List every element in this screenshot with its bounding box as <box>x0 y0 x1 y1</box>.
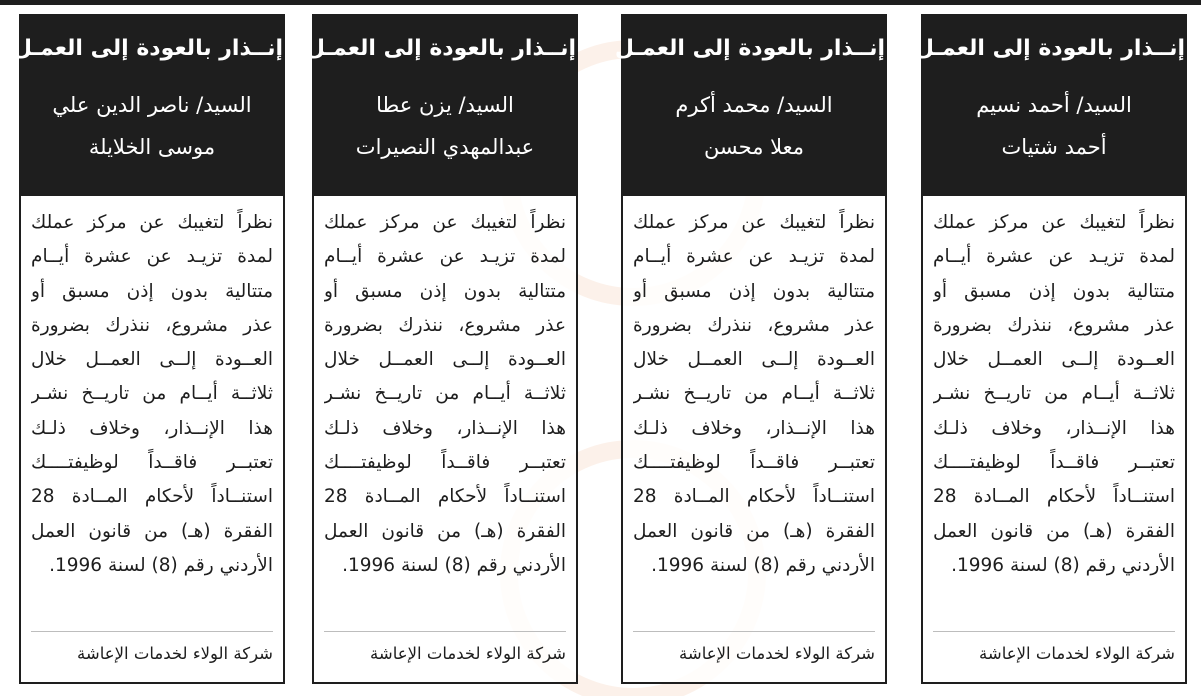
body-line: عذر مشروع، ننذرك بضرورة <box>324 314 566 336</box>
body-line: استنــاداً لأحكام المــادة 28 <box>633 486 875 508</box>
notice-card <box>614 14 887 684</box>
body-line: متتالية بدون إذن مسبق أو <box>324 280 566 302</box>
body-line: عذر مشروع، ننذرك بضرورة <box>633 314 875 336</box>
body-line: عذر مشروع، ننذرك بضرورة <box>31 314 273 336</box>
body-line: متتالية بدون إذن مسبق أو <box>933 280 1175 302</box>
body-line: تعتبــر فاقــداً لوظيفتــــك <box>324 452 566 474</box>
employee-name-line: السيد/ أحمد نسيم <box>976 93 1132 117</box>
body-line: نظراً لتغيبك عن مركز عملك <box>933 212 1175 233</box>
body-line: ثلاثــة أيــام من تاريــخ نشـر <box>324 383 566 405</box>
employee-name-line: السيد/ محمد أكرم <box>675 93 833 117</box>
notice-body <box>623 196 885 583</box>
employee-name-line: معلا محسن <box>703 135 805 159</box>
body-line: هذا الإنــذار، وخلاف ذلـك <box>633 417 875 439</box>
notice-header <box>12 16 283 196</box>
body-line: لمدة تزيـد عن عشرة أيــام <box>324 246 566 268</box>
company-signature: شركة الولاء لخدمات الإعاشة <box>324 631 566 666</box>
employee-name-line: موسى الخلايلة <box>88 135 216 159</box>
body-line: عذر مشروع، ننذرك بضرورة <box>933 314 1175 336</box>
body-line: الأردني رقم (8) لسنة 1996. <box>951 554 1175 576</box>
notice-header <box>305 16 576 196</box>
body-line: الأردني رقم (8) لسنة 1996. <box>49 554 273 576</box>
body-line: متتالية بدون إذن مسبق أو <box>633 280 875 302</box>
body-line: نظراً لتغيبك عن مركز عملك <box>31 212 273 233</box>
body-line: لمدة تزيـد عن عشرة أيــام <box>31 246 273 268</box>
notice-body <box>923 196 1185 583</box>
body-line: هذا الإنــذار، وخلاف ذلـك <box>31 417 273 439</box>
notice-header <box>914 16 1185 196</box>
employee-name-line: عبدالمهدي النصيرات <box>355 135 535 159</box>
top-rule <box>0 0 1201 5</box>
notice-title: إنــذار بالعودة إلى العمـل <box>305 36 576 61</box>
company-signature: شركة الولاء لخدمات الإعاشة <box>633 631 875 666</box>
body-line: العــودة إلــى العمــل خلال <box>633 349 875 371</box>
body-line: الفقرة (هـ) من قانون العمل <box>324 520 566 542</box>
body-line: متتالية بدون إذن مسبق أو <box>31 280 273 302</box>
body-line: ثلاثــة أيــام من تاريــخ نشـر <box>933 383 1175 405</box>
notice-card <box>914 14 1187 684</box>
body-line: العــودة إلــى العمــل خلال <box>31 349 273 371</box>
employee-name <box>314 84 576 168</box>
employee-name <box>623 84 885 168</box>
body-line: تعتبــر فاقــداً لوظيفتــــك <box>933 452 1175 474</box>
employee-name <box>923 84 1185 168</box>
body-line: هذا الإنــذار، وخلاف ذلـك <box>324 417 566 439</box>
company-signature: شركة الولاء لخدمات الإعاشة <box>933 631 1175 666</box>
body-line: تعتبــر فاقــداً لوظيفتــــك <box>633 452 875 474</box>
body-line: الفقرة (هـ) من قانون العمل <box>933 520 1175 542</box>
employee-name <box>21 84 283 168</box>
body-line: استنــاداً لأحكام المــادة 28 <box>31 486 273 508</box>
notice-header <box>614 16 885 196</box>
body-line: العــودة إلــى العمــل خلال <box>933 349 1175 371</box>
body-line: ثلاثــة أيــام من تاريــخ نشـر <box>31 383 273 405</box>
body-line: استنــاداً لأحكام المــادة 28 <box>933 486 1175 508</box>
body-line: لمدة تزيـد عن عشرة أيــام <box>633 246 875 268</box>
body-line: الفقرة (هـ) من قانون العمل <box>633 520 875 542</box>
body-line: العــودة إلــى العمــل خلال <box>324 349 566 371</box>
body-line: نظراً لتغيبك عن مركز عملك <box>633 212 875 233</box>
company-signature: شركة الولاء لخدمات الإعاشة <box>31 631 273 666</box>
notice-title: إنــذار بالعودة إلى العمـل <box>614 36 885 61</box>
notice-card <box>305 14 578 684</box>
body-line: نظراً لتغيبك عن مركز عملك <box>324 212 566 233</box>
body-line: هذا الإنــذار، وخلاف ذلـك <box>933 417 1175 439</box>
employee-name-line: أحمد شتيات <box>1001 135 1107 159</box>
body-line: ثلاثــة أيــام من تاريــخ نشـر <box>633 383 875 405</box>
employee-name-line: السيد/ يزن عطا <box>376 93 514 117</box>
notice-body <box>21 196 283 583</box>
body-line: لمدة تزيـد عن عشرة أيــام <box>933 246 1175 268</box>
body-line: تعتبــر فاقــداً لوظيفتــــك <box>31 452 273 474</box>
notice-title: إنــذار بالعودة إلى العمـل <box>12 36 283 61</box>
notice-card <box>12 14 285 684</box>
notice-title: إنــذار بالعودة إلى العمـل <box>914 36 1185 61</box>
body-line: استنــاداً لأحكام المــادة 28 <box>324 486 566 508</box>
body-line: الأردني رقم (8) لسنة 1996. <box>651 554 875 576</box>
employee-name-line: السيد/ ناصر الدين علي <box>52 93 252 117</box>
notice-body <box>314 196 576 583</box>
body-line: الفقرة (هـ) من قانون العمل <box>31 520 273 542</box>
body-line: الأردني رقم (8) لسنة 1996. <box>342 554 566 576</box>
